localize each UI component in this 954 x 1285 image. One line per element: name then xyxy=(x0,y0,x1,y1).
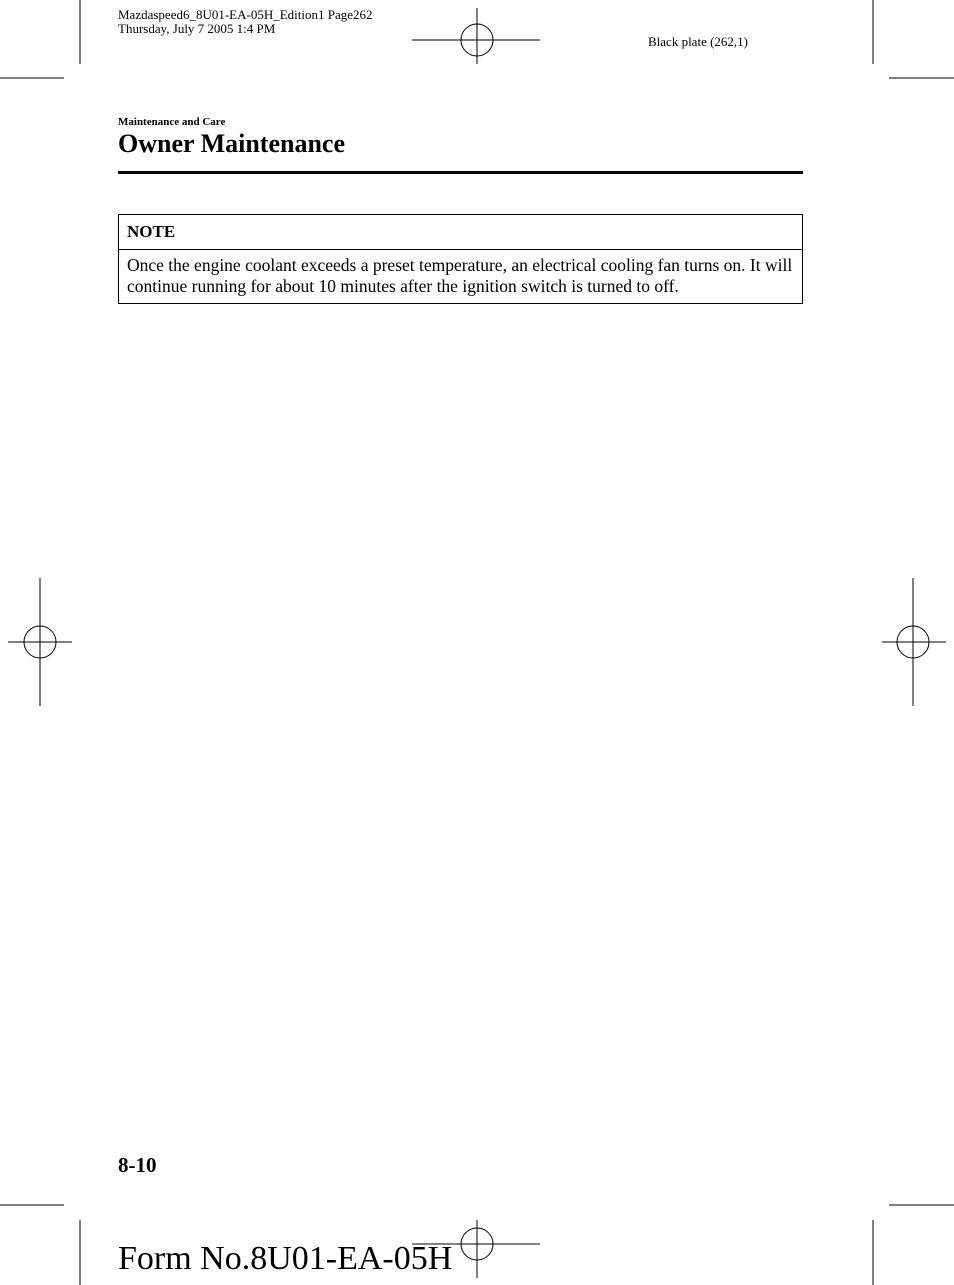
note-heading: NOTE xyxy=(119,215,802,250)
file-timestamp: Thursday, July 7 2005 1:4 PM xyxy=(118,21,276,36)
file-name: Mazdaspeed6_8U01-EA-05H_Edition1 Page262 xyxy=(118,7,373,22)
registration-mark-left xyxy=(8,578,72,706)
registration-mark-right xyxy=(882,578,946,706)
file-info xyxy=(118,8,373,36)
page-number: 8-10 xyxy=(118,1153,157,1177)
note-text: Once the engine coolant exceeds a preset temperature, an electrical cooling fan turns on. It will continue running for about 10 minutes after the ignition switch is turned to off. xyxy=(127,255,793,296)
title-divider xyxy=(118,171,803,174)
note-box xyxy=(118,214,803,304)
plate-label: Black plate (262,1) xyxy=(648,34,748,49)
page-title: Owner Maintenance xyxy=(118,129,345,158)
section-label: Maintenance and Care xyxy=(118,116,226,128)
registration-mark-top xyxy=(412,8,540,64)
form-number: Form No.8U01-EA-05H xyxy=(118,1240,453,1277)
